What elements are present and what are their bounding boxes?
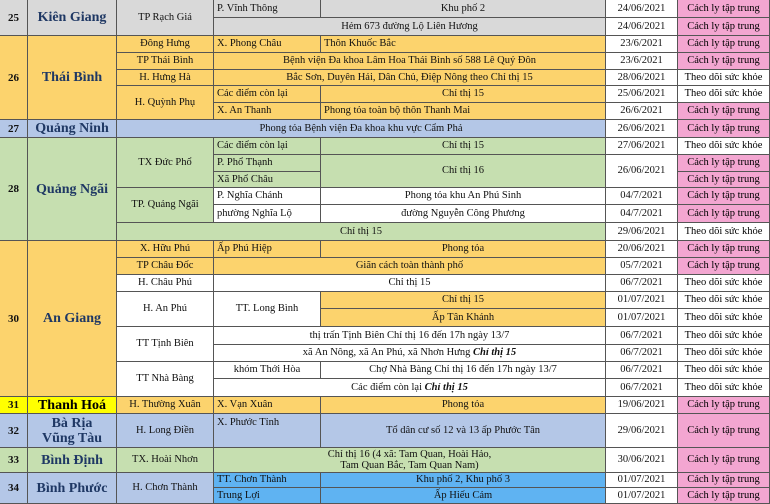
- status-badge: Theo dõi sức khỏe: [678, 275, 770, 292]
- date-cell: 06/7/2021: [606, 362, 678, 379]
- row-number: 26: [0, 36, 28, 120]
- ward-cell: phường Nghĩa Lộ: [214, 205, 321, 223]
- detail-cell: Chỉ thị 15: [321, 86, 606, 103]
- directive-text: Chỉ thị 15: [473, 347, 517, 358]
- date-cell: 24/06/2021: [606, 18, 678, 36]
- date-cell: 06/7/2021: [606, 379, 678, 397]
- province-line: Bà Rịa: [51, 415, 93, 431]
- ward-cell: Ấp Phú Hiệp: [214, 241, 321, 258]
- ward-cell: X. An Thanh: [214, 103, 321, 120]
- date-cell: 24/06/2021: [606, 0, 678, 18]
- status-badge: Cách ly tập trung: [678, 488, 770, 504]
- status-badge: Cách ly tập trung: [678, 18, 770, 36]
- detail-cell: Chỉ thị 15: [214, 275, 606, 292]
- detail-cell: Khu phố 2, Khu phố 3: [321, 473, 606, 488]
- detail-cell: Chỉ thị 15: [117, 223, 606, 241]
- province-name: An Giang: [28, 241, 117, 397]
- status-badge: Theo dõi sức khỏe: [678, 327, 770, 345]
- status-badge: Cách ly tập trung: [678, 241, 770, 258]
- date-cell: 01/07/2021: [606, 292, 678, 309]
- status-badge: Theo dõi sức khỏe: [678, 362, 770, 379]
- status-badge: Cách ly tập trung: [678, 155, 770, 172]
- row-number: 27: [0, 120, 28, 138]
- province-name: Quảng Ngãi: [28, 138, 117, 241]
- status-badge: Cách ly tập trung: [678, 205, 770, 223]
- date-cell: 04/7/2021: [606, 188, 678, 205]
- district-cell: H. Long Điền: [117, 414, 214, 448]
- detail-cell: Phong tỏa Bệnh viện Đa khoa khu vực Cẩm Phả: [117, 120, 606, 138]
- status-badge: Cách ly tập trung: [678, 120, 770, 138]
- status-badge: Cách ly tập trung: [678, 397, 770, 414]
- district-cell: TX. Hoài Nhơn: [117, 448, 214, 473]
- status-badge: Cách ly tập trung: [678, 414, 770, 448]
- status-badge: Cách ly tập trung: [678, 188, 770, 205]
- date-cell: 01/07/2021: [606, 309, 678, 327]
- status-badge: Theo dõi sức khỏe: [678, 70, 770, 86]
- district-cell: H. Thường Xuân: [117, 397, 214, 414]
- detail-text: xã An Nông, xã An Phú, xã Nhơn Hưng: [302, 347, 471, 358]
- row-number: 31: [0, 397, 28, 414]
- status-badge: Theo dõi sức khỏe: [678, 138, 770, 155]
- directive-text: Chỉ thị 15: [424, 381, 468, 393]
- date-cell: 26/6/2021: [606, 103, 678, 120]
- status-badge: Theo dõi sức khỏe: [678, 86, 770, 103]
- ward-cell: X. Phước Tỉnh: [214, 414, 321, 448]
- status-badge: Cách ly tập trung: [678, 473, 770, 488]
- district-cell: Đông Hưng: [117, 36, 214, 53]
- detail-cell: đường Nguyễn Công Phương: [321, 205, 606, 223]
- date-cell: 23/6/2021: [606, 36, 678, 53]
- detail-cell: thị trấn Tịnh Biên Chỉ thị 16 đến 17h ngày 13/7: [214, 327, 606, 345]
- status-badge: Cách ly tập trung: [678, 258, 770, 275]
- province-name: Quảng Ninh: [28, 120, 117, 138]
- ward-cell: X. Vạn Xuân: [214, 397, 321, 414]
- date-cell: 06/7/2021: [606, 275, 678, 292]
- detail-cell: Phong tỏa toàn bộ thôn Thanh Mai: [321, 103, 606, 120]
- status-badge: Cách ly tập trung: [678, 36, 770, 53]
- date-cell: 19/06/2021: [606, 397, 678, 414]
- district-cell: TT Nhà Bàng: [117, 362, 214, 397]
- date-cell: 06/7/2021: [606, 327, 678, 345]
- row-number: 34: [0, 473, 28, 504]
- district-cell: TT Tịnh Biên: [117, 327, 214, 362]
- status-badge: Theo dõi sức khỏe: [678, 379, 770, 397]
- date-cell: 20/06/2021: [606, 241, 678, 258]
- date-cell: 29/06/2021: [606, 414, 678, 448]
- province-name: Kiên Giang: [28, 0, 117, 36]
- detail-line: Chỉ thị 16 (4 xã: Tam Quan, Hoài Hảo,: [327, 449, 492, 460]
- ward-cell: X. Phong Châu: [214, 36, 321, 53]
- detail-cell: Giãn cách toàn thành phố: [214, 258, 606, 275]
- ward-cell: TT. Chơn Thành: [214, 473, 321, 488]
- district-cell: H. Hưng Hà: [117, 70, 214, 86]
- date-cell: 29/06/2021: [606, 223, 678, 241]
- province-name: [28, 414, 117, 448]
- detail-cell: [214, 345, 606, 362]
- district-cell: TP Châu Đốc: [117, 258, 214, 275]
- district-cell: TP Rạch Giá: [117, 0, 214, 36]
- district-cell: TP. Quảng Ngãi: [117, 188, 214, 223]
- row-number: 28: [0, 138, 28, 241]
- detail-cell: Ấp Hiếu Cảm: [321, 488, 606, 504]
- status-badge: Cách ly tập trung: [678, 448, 770, 473]
- detail-text: Các điểm còn lại: [351, 381, 423, 393]
- date-cell: 01/07/2021: [606, 488, 678, 504]
- province-name: Bình Định: [28, 448, 117, 473]
- ward-cell: P. Nghĩa Chánh: [214, 188, 321, 205]
- province-name: Bình Phước: [28, 473, 117, 504]
- ward-cell: khóm Thới Hòa: [214, 362, 321, 379]
- province-line: Vũng Tàu: [41, 430, 103, 446]
- district-cell: H. An Phú: [117, 292, 214, 327]
- detail-line: Tam Quan Bắc, Tam Quan Nam): [340, 460, 479, 471]
- district-cell: H. Châu Phú: [117, 275, 214, 292]
- district-cell: X. Hữu Phú: [117, 241, 214, 258]
- detail-cell: Chỉ thị 15: [321, 292, 606, 309]
- row-number: 30: [0, 241, 28, 397]
- district-cell: TP Thái Bình: [117, 53, 214, 70]
- status-badge: Cách ly tập trung: [678, 172, 770, 188]
- date-cell: 23/6/2021: [606, 53, 678, 70]
- status-badge: Theo dõi sức khỏe: [678, 223, 770, 241]
- date-cell: 25/06/2021: [606, 86, 678, 103]
- status-badge: Theo dõi sức khỏe: [678, 309, 770, 327]
- detail-cell: Thôn Khuốc Bắc: [321, 36, 606, 53]
- ward-cell: Các điểm còn lại: [214, 86, 321, 103]
- detail-cell: Tổ dân cư số 12 và 13 ấp Phước Tân: [321, 414, 606, 448]
- row-number: 32: [0, 414, 28, 448]
- detail-cell: Phong tỏa: [321, 397, 606, 414]
- date-cell: 05/7/2021: [606, 258, 678, 275]
- detail-cell: Chỉ thị 16: [321, 155, 606, 188]
- date-cell: 04/7/2021: [606, 205, 678, 223]
- detail-cell: Ấp Tân Khánh: [321, 309, 606, 327]
- detail-cell: [214, 448, 606, 473]
- date-cell: 01/07/2021: [606, 473, 678, 488]
- detail-cell: [214, 379, 606, 397]
- status-badge: Cách ly tập trung: [678, 103, 770, 120]
- detail-cell: Chỉ thị 15: [321, 138, 606, 155]
- district-cell: H. Quỳnh Phụ: [117, 86, 214, 120]
- detail-cell: Chợ Nhà Bàng Chỉ thị 16 đến 17h ngày 13/7: [321, 362, 606, 379]
- province-name: Thái Bình: [28, 36, 117, 120]
- status-badge: Theo dõi sức khỏe: [678, 345, 770, 362]
- district-cell: TX Đức Phổ: [117, 138, 214, 188]
- row-number: 33: [0, 448, 28, 473]
- status-badge: Cách ly tập trung: [678, 0, 770, 18]
- detail-cell: Bắc Sơn, Duyên Hải, Dân Chủ, Điệp Nông theo Chỉ thị 15: [214, 70, 606, 86]
- date-cell: 26/06/2021: [606, 155, 678, 188]
- detail-cell: Khu phố 2: [321, 0, 606, 18]
- detail-cell: Bệnh viện Đa khoa Lâm Hoa Thái Bình số 588 Lê Quý Đôn: [214, 53, 606, 70]
- detail-cell: Phong tỏa khu An Phú Sinh: [321, 188, 606, 205]
- detail-cell: Hẻm 673 đường Lộ Liên Hương: [214, 18, 606, 36]
- row-number: 25: [0, 0, 28, 36]
- ward-cell: Các điểm còn lại: [214, 138, 321, 155]
- ward-cell: Trung Lợi: [214, 488, 321, 504]
- date-cell: 30/06/2021: [606, 448, 678, 473]
- ward-cell: P. Vĩnh Thông: [214, 0, 321, 18]
- date-cell: 27/06/2021: [606, 138, 678, 155]
- ward-cell: P. Phổ Thạnh: [214, 155, 321, 172]
- date-cell: 26/06/2021: [606, 120, 678, 138]
- status-badge: Cách ly tập trung: [678, 53, 770, 70]
- province-name: Thanh Hoá: [28, 397, 117, 414]
- district-cell: H. Chơn Thành: [117, 473, 214, 504]
- ward-cell: Xã Phổ Châu: [214, 172, 321, 188]
- date-cell: 06/7/2021: [606, 345, 678, 362]
- detail-cell: Phong tỏa: [321, 241, 606, 258]
- status-badge: Theo dõi sức khỏe: [678, 292, 770, 309]
- date-cell: 28/06/2021: [606, 70, 678, 86]
- ward-cell: TT. Long Bình: [214, 292, 321, 327]
